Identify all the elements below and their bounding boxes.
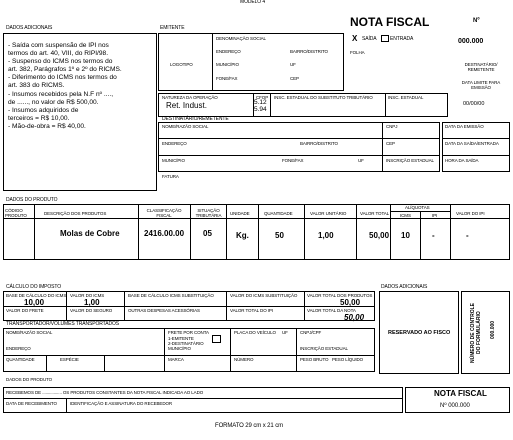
notes-line: de ......, no valor de R$ 500,00. [8,98,99,106]
data-saida: DATA DA SAÍDA/ENTRADA [445,141,499,146]
controle-label: NÚMERO DE CONTROLE DO FORMULÁRIO [470,303,482,363]
page-header: MODELO 4 [240,0,266,5]
notes-line: art. 383 do RICMS. [8,82,65,90]
col-ipi: IPI [432,213,438,218]
cell-total: 50,00 [369,231,390,240]
notes-line: - Suspenso do ICMS nos termos do [8,58,113,66]
nota-nr-label: Nº [473,18,480,24]
dest-nome: NOME/RAZÃO SOCIAL [162,124,209,129]
col-total: VALOR TOTAL [360,211,390,216]
notes-line: - Mão-de-obra = R$ 40,00. [8,122,86,130]
entrada-label: ENTRADA [390,36,414,42]
col-quantidade: QUANTIDADE [264,211,293,216]
notes-line: terceiros = R$ 10,00. [8,114,70,122]
transporte-title: TRANSPORTADOR/VOLUMES TRANSPORTADOS [6,321,120,327]
emitente-uf: UF [290,62,296,67]
imposto-title: CÁLCULO DO IMPOSTO [6,284,62,290]
natureza-value: Ret. Indust. [166,101,207,110]
notes-line: - Diferimento do ICMS nos termos do [8,74,117,82]
dest-municipio: MUNICÍPIO [162,158,185,163]
cell-vipi: - [466,231,469,240]
cell-classif: 2416.00.00 [144,229,185,238]
saida-label: SAÍDA [362,36,377,42]
notes-list [8,42,122,131]
folha: FOLHA [350,50,365,55]
total-produtos-label: VALOR TOTAL DOS PRODUTOS [307,293,373,298]
dest-box [158,122,440,172]
fisco-title: DADOS ADICIONAIS [381,284,428,290]
emitente-bairro: BAIRRO/DISTRITO [290,49,328,54]
emitente-endereco: ENDEREÇO [216,49,241,54]
notes-line: - Insumos recebidos pela N.F nº ...., [8,90,114,98]
emitente-fone: FONE/FAX [216,76,238,81]
emitente-razao: DENOMINAÇÃO SOCIAL [216,36,266,41]
total-nota-value: 50,00 [344,313,365,322]
nota-check-box [381,35,389,42]
produtos-title: DADOS DO PRODUTO [6,197,58,203]
data-limite-value: 00/00/00 [463,101,485,107]
outras-label: OUTRAS DESPESAS ACESSÓRIAS [128,308,200,313]
dest-uf: UF [358,158,364,163]
dest-cep: CEP [386,141,395,146]
cfop-label: CFOP [256,95,269,100]
cell-icms: 10 [401,231,410,240]
valor-subst-label: VALOR DO ICMS SUBSTITUIÇÃO [230,293,298,298]
notes-line: - Saída com suspensão de IPI nos [8,42,109,49]
nota-number: 000.000 [458,38,484,45]
col-unidade: UNIDADE [230,211,250,216]
dest-endereco: ENDEREÇO [162,141,187,146]
col-codigo: CÓDIGO PRODUTO [5,208,27,218]
cell-qtd: 50 [275,231,284,240]
notes-box [3,33,157,191]
transp-numero: NÚMERO [234,357,254,362]
dates-box [442,122,510,172]
cell-unit: 1,00 [318,231,334,240]
dest-bairro: BAIRRO/DISTRITO [300,141,338,146]
transp-peso-bruto: PESO BRUTO [300,357,329,362]
col-aliquotas: ALÍQUOTAS [405,205,430,210]
transp-municipio: MUNICÍPIO [168,346,191,351]
cell-unid: Kg. [236,231,249,240]
ie-label: INSC. ESTADUAL [388,95,424,100]
transp-frete: FRETE POR CONTA [168,330,209,335]
valor-icms-label: VALOR DO ICMS [70,293,105,298]
transp-marca: MARCA [168,357,184,362]
notes-title: DADOS ADICIONAIS [6,25,53,31]
transp-dados-produto: DADOS DO PRODUTO [6,377,53,382]
data-limite: DATA LIMITE PARA EMISSÃO [461,80,501,90]
dest-ie: INSCRIÇÃO ESTADUAL [386,158,434,163]
cell-sit: 05 [203,229,212,238]
transp-especie: ESPÉCIE [60,357,79,362]
ie-subst-label: INSC. ESTADUAL DO SUBSTITUTO TRIBUTÁRIO [274,95,373,100]
col-classif: CLASSIFICAÇÃO FISCAL [146,208,182,218]
saida-mark: X [352,34,358,43]
col-valor-ipi: VALOR DO IPI [456,211,485,216]
emitente-municipio: MUNICÍPIO [216,62,239,67]
recibo-text: RECEBEMOS DE ................. OS PRODUTOS CONSTANTES DA NOTA FISCAL INDICADA AO LADO [6,390,204,395]
nota-title: NOTA FISCAL [350,15,430,29]
transp-opt-2: 2-DESTINATÁRIO [168,341,204,346]
col-sit: SITUAÇÃO TRIBUTÁRIA [195,208,222,218]
notes-line: art. 382, Parágrafos 1º e 2º do RICMS. [8,66,122,74]
transp-endereco: ENDEREÇO [6,346,31,351]
seguro-label: VALOR DO SEGURO [70,308,113,313]
dest-cnpj: CNPJ [386,124,398,129]
notes-line: - Insumos adquiridos de [8,106,79,114]
natureza-label: NATUREZA DA OPERAÇÃO [162,95,218,100]
hora-saida: HORA DA SAÍDA [445,158,479,163]
total-ipi-label: VALOR TOTAL DO IPI [230,308,273,313]
notes-line: termos do art. 40, VIII, do RIPI/98. [8,50,109,58]
cfop-value-1: 5.12 [254,99,267,106]
fisco-reserved: RESERVADO AO FISCO [388,330,451,336]
col-icms: ICMS [400,213,411,218]
base-icms-value: 10,00 [24,298,45,307]
frete-checkbox[interactable] [212,335,221,343]
total-nota-label: VALOR TOTAL DA NOTA [307,308,356,313]
recibo-identificacao: IDENTIFICAÇÃO E ASSINATURA DO RECEBEDOR [70,401,173,406]
transp-ie: INSCRIÇÃO ESTADUAL [300,346,348,351]
fatura: FATURA [162,174,179,179]
base-subst-label: BASE DE CÁLCULO ICMS SUBSTITUIÇÃO [128,293,214,298]
logotipo: LOGOTIPO [170,62,193,67]
page-footer: FORMATO 29 cm x 21 cm [215,423,284,429]
dest-fone: FONE/FAX [282,158,304,163]
frete-label: VALOR DO FRETE [6,308,44,313]
valor-icms-value: 1,00 [84,298,100,307]
base-icms-label: BASE DE CÁLCULO DO ICMS [6,293,67,298]
transp-razao: NOME/RAZÃO SOCIAL [6,330,53,335]
transp-placa: PLACA DO VEÍCULO [234,330,276,335]
destinatario-hint: DESTINATÁRIO/ REMETENTE [464,62,498,72]
cell-descricao: Molas de Cobre [60,229,120,238]
recibo-nota-number: Nº 000.000 [440,403,470,409]
transp-uf: UF [282,330,288,335]
emitente-title: EMITENTE [160,25,185,31]
transp-cnpj: CNPJ/CPF [300,330,322,335]
controle-number: 000.000 [490,320,496,340]
recibo-nota-label: NOTA FISCAL [434,389,487,398]
col-descricao: DESCRIÇÃO DOS PRODUTOS [44,211,107,216]
data-emissao: DATA DA EMISSÃO [445,124,484,129]
recibo-data: DATA DE RECEBIMENTO [6,401,57,406]
transp-peso-liq: PESO LÍQUIDO [332,357,364,362]
cfop-value-2: 5.94 [254,106,267,113]
col-unitario: VALOR UNITÁRIO [310,211,347,216]
transp-qtd: QUANTIDADE [6,357,35,362]
dest-section: DESTINATÁRIO/REMETENTE [162,116,229,122]
transp-opt-1: 1-EMITENTE [168,336,194,341]
cell-ipi: - [432,231,435,240]
emitente-cep: CEP [290,76,299,81]
total-produtos-value: 50,00 [340,298,361,307]
